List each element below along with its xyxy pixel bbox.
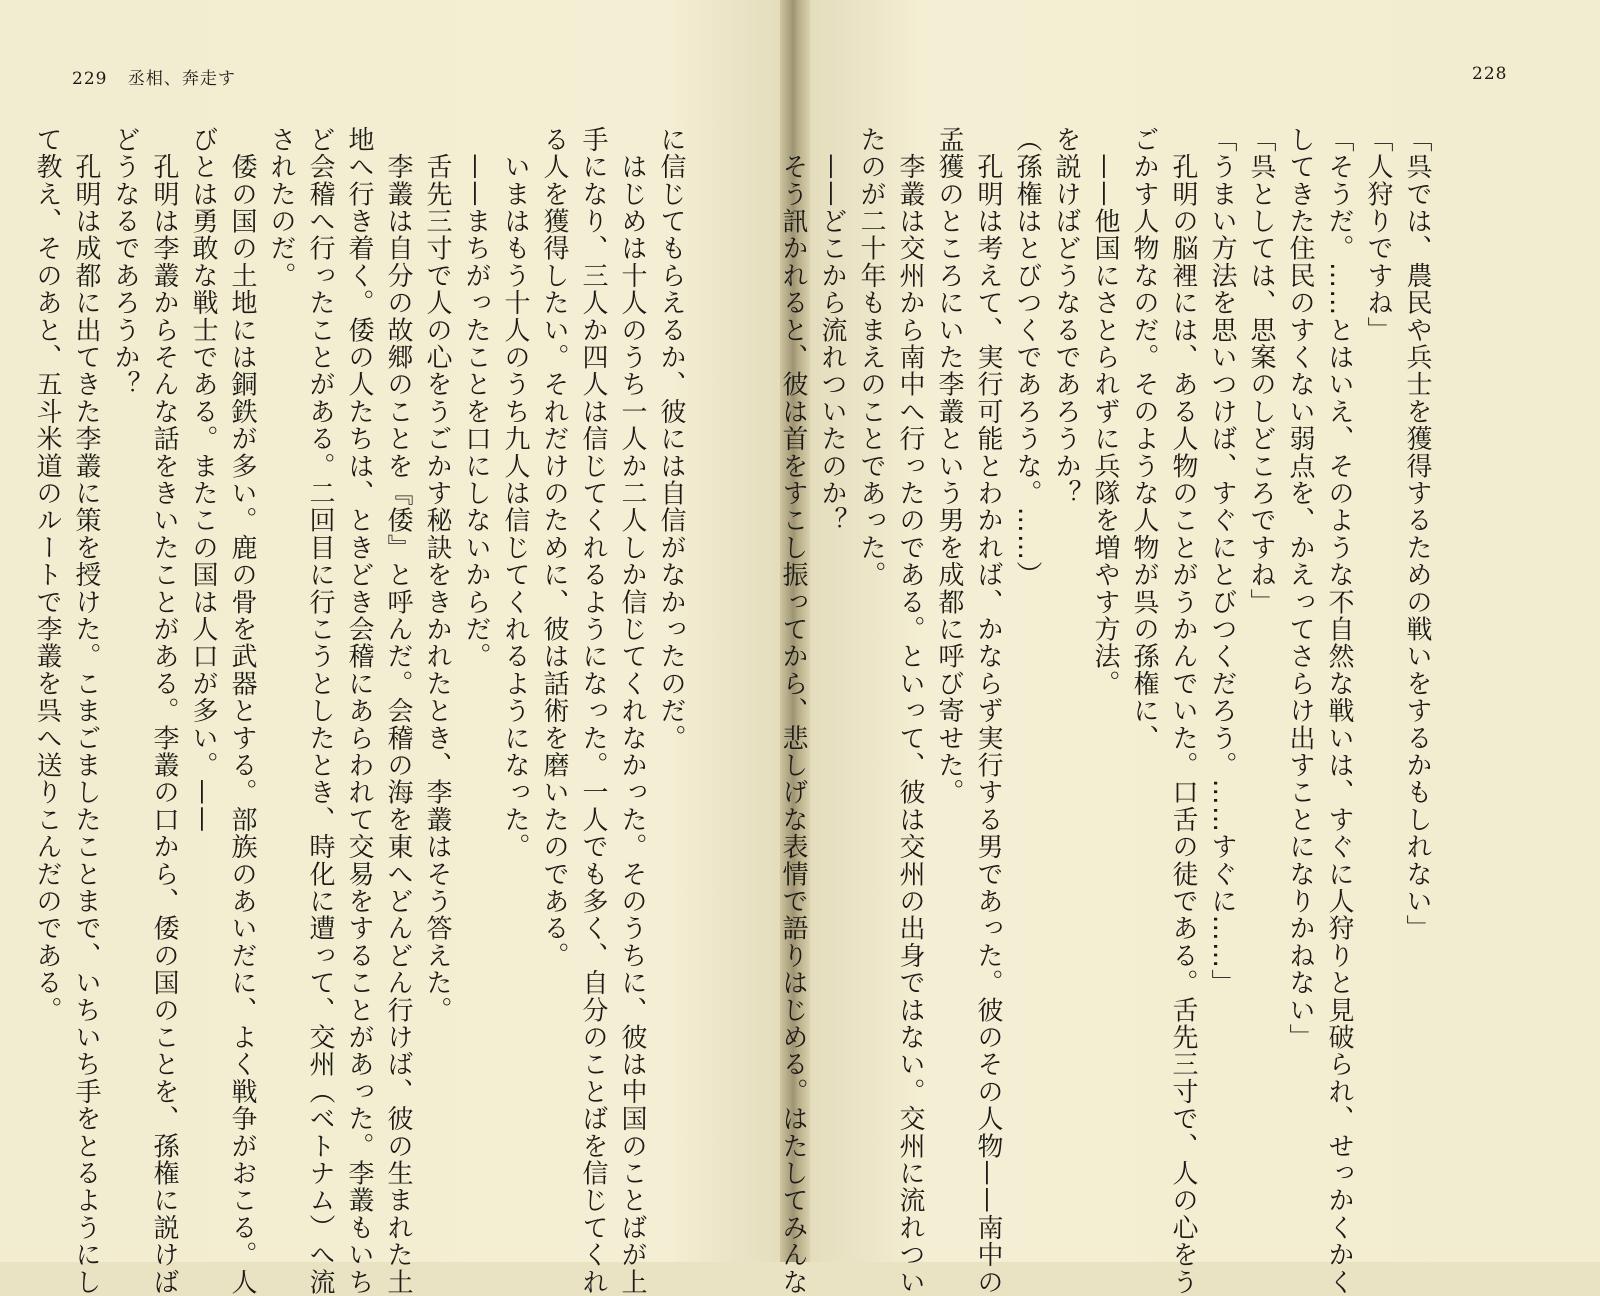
text-line: を説けばどうなるであろうか？ — [1051, 126, 1081, 507]
text-line: 地へ行き着く。倭の人たちは、ときどき会稽にあらわれて交易をすることがあった。李叢もいち — [344, 126, 374, 1296]
text-line: て教え、そのあと、五斗米道のルートで李叢を呉へ送りこんだのである。 — [32, 126, 62, 1024]
text-line: はじめは十人のうち一人か二人しか信じてくれなかった。そのうちに、彼は中国のことばが上 — [617, 126, 647, 1296]
text-line: 「人狩りですね」 — [1363, 126, 1393, 344]
text-line: 「呉では、農民や兵士を獲得するための戦いをするかもしれない」 — [1402, 126, 1432, 942]
text-line: 孔明の脳裡には、ある人物のことがうかんでいた。口舌の徒である。舌先三寸で、人の心をう — [1168, 126, 1198, 1296]
text-line: ——他国にさとられずに兵隊を増やす方法。 — [1090, 126, 1120, 698]
text-line: ——どこから流れついたのか？ — [817, 126, 847, 534]
text-line: そう訊かれると、彼は首をすこし振ってから、悲しげな表情で語りはじめる。はたしてみんな — [778, 126, 808, 1296]
text-line: ごかす人物なのだ。そのような人物が呉の孫権に、 — [1129, 126, 1159, 752]
text-line: されたのだ。 — [266, 126, 296, 290]
right-page-number: 228 — [1472, 64, 1508, 84]
text-line: ど会稽へ行ったことがある。二回目に行こうとしたとき、時化に遭って、交州（ベトナム）へ流 — [305, 126, 335, 1296]
text-line: ——まちがったことを口にしないからだ。 — [461, 126, 491, 670]
text-line: 「呉としては、思案のしどころですね」 — [1246, 126, 1276, 616]
left-page-number: 229 — [72, 69, 108, 89]
text-line: 孔明は考えて、実行可能とわかれば、かならず実行する男であった。彼のその人物——南中の — [973, 126, 1003, 1296]
text-line: どうなるであろうか？ — [110, 126, 140, 398]
text-line: （孫権はとびつくであろうな。……） — [1012, 126, 1042, 589]
text-line: びとは勇敢な戦士である。またこの国は人口が多い。—— — [188, 126, 218, 834]
text-line: してきた住民のすくない弱点を、かえってさらけ出すことになりかねない」 — [1285, 126, 1315, 1051]
text-line: 李叢は自分の故郷のことを『倭』と呼んだ。会稽の海を東へどんどん行けば、彼の生まれた土 — [383, 126, 413, 1296]
text-line: 「うまい方法を思いつけば、すぐにとびつくだろう。……すぐに……」 — [1207, 126, 1237, 997]
right-page-header — [1472, 64, 1507, 84]
right-page-body — [778, 126, 1436, 1296]
running-title: 丞相、奔走す — [127, 69, 236, 89]
text-line: 孔明は李叢からそんな話をきいたことがある。李叢の口から、倭の国のことを、孫権に説けば — [149, 126, 179, 1296]
text-line: いまはもう十人のうち九人は信じてくれるようになった。 — [500, 126, 530, 861]
text-line: 孔明は成都に出てきた李叢に策を授けた。こまごましたことまで、いちいち手をとるようにし — [71, 126, 101, 1296]
text-line: に信じてもらえるか、彼には自信がなかったのだ。 — [656, 126, 686, 752]
text-line: 手になり、三人か四人は信じてくれるようになった。一人でも多く、自分のことばを信じてくれ — [578, 126, 608, 1296]
left-page-header — [72, 64, 236, 89]
text-line: たのが二十年もまえのことであった。 — [856, 126, 886, 589]
text-line: 孟獲のところにいた李叢という男を成都に呼び寄せた。 — [934, 126, 964, 806]
text-line: 舌先三寸で人の心をうごかす秘訣をきかれたとき、李叢はそう答えた。 — [422, 126, 452, 1024]
text-line: 「そうだ。……とはいえ、そのような不自然な戦いは、すぐに人狩りと見破られ、せっかくかく — [1324, 126, 1354, 1296]
left-page-body — [32, 126, 690, 1296]
text-line: 倭の国の土地には銅鉄が多い。鹿の骨を武器とする。部族のあいだに、よく戦争がおこる。人 — [227, 126, 257, 1296]
text-line: 李叢は交州から南中へ行ったのである。といって、彼は交州の出身ではない。交州に流れつい — [895, 126, 925, 1296]
text-line: る人を獲得したい。それだけのために、彼は話術を磨いたのである。 — [539, 126, 569, 970]
